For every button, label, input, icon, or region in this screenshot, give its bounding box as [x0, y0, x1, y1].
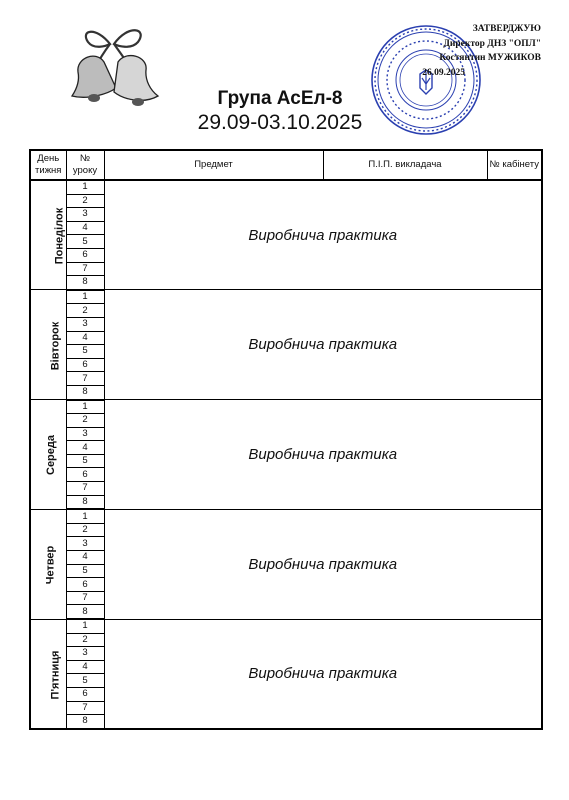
- table-row: [30, 619, 542, 633]
- lesson-number: 3: [66, 427, 104, 441]
- lesson-number: 2: [66, 523, 104, 537]
- day-name: Середа: [45, 435, 57, 476]
- lesson-number: 4: [66, 331, 104, 345]
- subject-cell: Виробнича практика: [104, 290, 542, 400]
- table-header-row: [30, 150, 542, 180]
- table-row: [30, 400, 542, 414]
- lesson-number: 7: [66, 701, 104, 715]
- lesson-number: 2: [66, 633, 104, 647]
- lesson-number: 2: [66, 304, 104, 318]
- lesson-number: 7: [66, 482, 104, 496]
- lesson-number: 7: [66, 372, 104, 386]
- header-day: День тижня: [30, 150, 66, 180]
- lesson-number: 1: [66, 509, 104, 523]
- day-cell: [30, 180, 66, 290]
- lesson-number: 2: [66, 194, 104, 208]
- subject-cell: Виробнича практика: [104, 619, 542, 729]
- day-name: П'ятниця: [49, 650, 62, 700]
- director-title: Директор ДНЗ "ОПЛ": [443, 38, 541, 49]
- lesson-number: 6: [66, 578, 104, 592]
- schedule-table: [29, 149, 543, 730]
- lesson-number: 1: [66, 180, 104, 194]
- lesson-number: 6: [66, 358, 104, 372]
- lesson-number: 8: [66, 715, 104, 729]
- lesson-number: 4: [66, 551, 104, 565]
- day-name: Четвер: [44, 545, 57, 585]
- lesson-number: 1: [66, 400, 104, 414]
- subject-cell: Виробнича практика: [104, 400, 542, 510]
- lesson-number: 7: [66, 591, 104, 605]
- lesson-number: 8: [66, 605, 104, 619]
- day-cell: [30, 400, 66, 510]
- lesson-number: 3: [66, 208, 104, 222]
- header-lesson: № уроку: [66, 150, 104, 180]
- table-row: [30, 509, 542, 523]
- lesson-number: 1: [66, 619, 104, 633]
- header-subject: Предмет: [104, 150, 323, 180]
- group-title: Група АсЕл-8: [217, 88, 343, 109]
- header-room: № кабінету: [487, 150, 542, 180]
- subject-cell: Виробнича практика: [104, 509, 542, 619]
- lesson-number: 6: [66, 248, 104, 262]
- day-cell: [30, 619, 66, 729]
- day-cell: [30, 509, 66, 619]
- lesson-number: 5: [66, 235, 104, 249]
- lesson-number: 8: [66, 385, 104, 399]
- lesson-number: 7: [66, 262, 104, 276]
- lesson-number: 4: [66, 221, 104, 235]
- day-name: Понеділок: [53, 207, 66, 265]
- lesson-number: 8: [66, 276, 104, 290]
- approval-block: [422, 22, 541, 80]
- subject-cell: Виробнича практика: [104, 180, 542, 290]
- lesson-number: 4: [66, 441, 104, 455]
- approve-label: ЗАТВЕРДЖУЮ: [472, 24, 541, 34]
- date-range: 29.09-03.10.2025: [197, 111, 363, 134]
- lesson-number: 4: [66, 660, 104, 674]
- lesson-number: 6: [66, 687, 104, 701]
- lesson-number: 6: [66, 468, 104, 482]
- lesson-number: 3: [66, 647, 104, 661]
- lesson-number: 5: [66, 564, 104, 578]
- approval-date: 26.09.2025: [422, 67, 465, 78]
- table-row: [30, 290, 542, 304]
- lesson-number: 5: [66, 674, 104, 688]
- table-row: [30, 180, 542, 194]
- lesson-number: 5: [66, 454, 104, 468]
- lesson-number: 3: [66, 537, 104, 551]
- header-teacher: П.І.П. викладача: [323, 150, 487, 180]
- lesson-number: 8: [66, 495, 104, 509]
- day-name: Вівторок: [49, 321, 62, 370]
- lesson-number: 2: [66, 414, 104, 428]
- lesson-number: 3: [66, 317, 104, 331]
- director-name: Костянтин МУЖИКОВ: [439, 53, 541, 63]
- lesson-number: 1: [66, 290, 104, 304]
- lesson-number: 5: [66, 345, 104, 359]
- day-cell: [30, 290, 66, 400]
